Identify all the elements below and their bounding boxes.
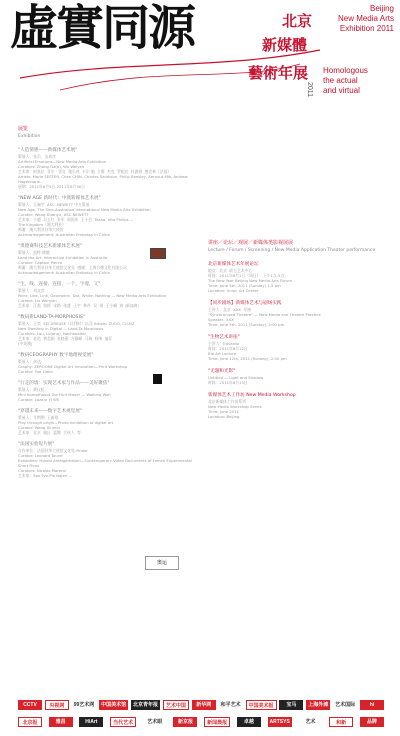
exhibition-entry bbox=[18, 442, 203, 478]
sponsor-logo[interactable]: 艺术中国 bbox=[163, 700, 189, 710]
sponsor-logo[interactable]: ARTSYS bbox=[269, 719, 290, 725]
sponsor-logo[interactable]: 上海外滩 bbox=[308, 702, 329, 708]
english-title bbox=[304, 4, 394, 34]
event-title: "无题和光影" bbox=[208, 369, 236, 374]
event-title: 【同步剧场】新媒体艺术与剧场实践 bbox=[208, 301, 282, 306]
exhibition-details: 策展人：凯特·博德 Lead the Art: Interactive Exhibition in Australia Curator: Captain Pierce 鸣谢：澳大利亚驻华大使馆文化处 感谢：上海方德文化有限公司 Acknowledgement: Australian Embassy in China bbox=[18, 250, 127, 275]
exhibition-title: "法国实验短片展" bbox=[18, 442, 55, 447]
event-entry bbox=[208, 301, 388, 327]
exhibition-entry bbox=[18, 196, 203, 237]
event-entry bbox=[208, 393, 388, 419]
exhibition-title: "生、线、连接、连接、一个，字漫，又" bbox=[18, 282, 101, 287]
thumbnail-caption: 奥运 bbox=[156, 560, 167, 566]
exhibition-entry bbox=[18, 282, 203, 308]
exhibition-title: "人造情感——新媒体艺术展" bbox=[18, 148, 78, 153]
sponsor-logo[interactable]: 99艺术网 bbox=[73, 702, 95, 708]
exhibition-details: 策展人：艾荆荆 王新铭 Play through origin—Photo exhibition of digital art Curator: Wang Xinmin 艺术家：北京 地区 蓝鲸 合伙人 等 bbox=[18, 415, 114, 435]
event-title: "生物艺术讲座" bbox=[208, 335, 240, 340]
exhibitions-column bbox=[18, 126, 203, 485]
sponsor-logo[interactable]: 新京报 bbox=[173, 717, 197, 727]
event-entry bbox=[208, 335, 388, 361]
exhibition-details: 策展人：刘文彦 Point, Line, Link, Geometric, Dot, White, Nothing — New Media Arts Exhibition Curator: Liu Wenyan 艺术家：汪霞 郭桥 宋路 张盛 王宇 林丹 吴 胡 王小娴 鸿 (新加坡) bbox=[18, 288, 167, 308]
exhibition-entry bbox=[18, 148, 203, 189]
sponsor-logo[interactable]: HiArt bbox=[79, 717, 103, 727]
sponsor-logo[interactable]: 和平艺术 bbox=[220, 702, 241, 708]
exhibition-entry bbox=[18, 381, 203, 402]
exhibition-details: 策展人：张尕，吴玮彦 Artificial Emotions—New Media Arts Exhibition Curators: Zhang Ga(o), Wu Weiyen 艺术家：阿莫拉 菲尔 · 雷克 施乐茂 卡尔·施 立斯 杰克 罗根达 杜波顿 德克林（法国） Artists: Marie SESTER, Chen CHIN, Charles Sandison, Philip Beesley, Aernout Mik, Andrew Hagerstone... 展期：2011年6月5日-2011年6月30日 bbox=[18, 154, 188, 189]
sponsor-logo[interactable]: 新闻晨报 bbox=[204, 717, 230, 727]
vertical-year: 2011 bbox=[306, 82, 313, 98]
english-subtitle-line: the actual bbox=[323, 76, 358, 85]
exhibition-details: 策展人：王奕 SECUREUSE（比利时）以及 Artists: ZUOO, CU-NZ New Dwelling in Digital — Land-Ta-Morphosis Curators: Lau, Lu(ong), Nachtwalter 艺术家：老范 黄美娟 张晓燕 方静峰 马瑞 柯纳 迪菲 (中英澳) bbox=[18, 321, 135, 346]
exhibition-details: 策展人：王端宇 ASC NEWETT 中方策展 New Age, The Sino-Australian International New Media Arts Exhibition Curator: Wang Duanyu, ASC NEWETT 艺术家：小鹿 吴玉红 张军 周国庆 王小会 Tasha, Vita Philips ... The Kingdom（澳大利亚） 鸣谢：澳大利亚驻华大使馆 Acknowledgement: Australian Embassy in China bbox=[18, 202, 151, 237]
exhibition-title: "NEW AGE 新时代：中澳新媒体艺术展" bbox=[18, 196, 101, 201]
events-subheading: Lecture / Forum / Screening / New Media Application Theater performance bbox=[208, 248, 376, 253]
sponsor-logo[interactable]: 北京青年报 bbox=[133, 702, 159, 708]
sponsor-logo-row bbox=[18, 700, 384, 713]
sponsor-logo[interactable]: 艺术国际 bbox=[335, 702, 356, 708]
events-heading: 讲座／论坛／观展／新媒体类影视展展 bbox=[208, 240, 294, 246]
english-subtitle-line: and virtual bbox=[323, 86, 360, 95]
sponsor-logo[interactable]: 新华网 bbox=[192, 700, 216, 710]
exhibition-entry bbox=[18, 244, 203, 275]
event-details: Untitled — Light and Shadow 时间：2011年6月15日 bbox=[208, 375, 264, 385]
exhibition-details: 策展人：余达 Graphy: ZEROONE Digital Art Innovation—Print Workshop Curator: Yue Liaim bbox=[18, 359, 128, 374]
exhibition-entry bbox=[18, 409, 203, 435]
exhibition-title: "数码新LAND-TA-MORPHOSIS" bbox=[18, 315, 85, 320]
sponsor-logo[interactable]: 宝马 bbox=[279, 700, 303, 710]
english-subtitle-line: Homologous bbox=[323, 66, 368, 75]
event-details: 地点：北京 联合艺术中心 时间：2011年6月1日（周日） 下午1点-5点 The New Year Beijing New Media Arts Forum Time: June 5th, 2011 (Sunday) 1-5 pm Location: Union Art Center bbox=[208, 268, 293, 293]
new-media-label: 新媒體 bbox=[262, 36, 308, 54]
english-subtitle bbox=[323, 66, 399, 96]
english-title-line: Beijing bbox=[369, 4, 394, 13]
sponsor-logo[interactable]: 艺术 bbox=[299, 717, 323, 727]
event-details: 主讲人：北京 XXX 导演 "Synchronized Theatre" — New Media and Theatre Practice Speaker: XXX Time: June 5th, 2011 (Sunday), 2:00 pm bbox=[208, 307, 321, 327]
event-entry bbox=[208, 369, 388, 385]
sponsor-logo[interactable]: CCTV bbox=[18, 700, 42, 710]
exhibition-title: "穿越未来——数字艺术视觉展" bbox=[18, 409, 82, 414]
english-title-line: Exhibition 2011 bbox=[339, 24, 394, 33]
exhibition-details: 合作单位：法国驻华大使馆文化处-Finale Curator: Leonard Taurel Exhibition: Hybrid Amalgamation—Contemporary Video Documents of French Experimental Short Films Curators: Nicolas Moreno 艺术家：San Fyo-Pin Najerl ... bbox=[18, 448, 192, 478]
chinese-title: 虛實同源 bbox=[10, 0, 195, 56]
exhibition-title: "数码CEOGRAPHY 数字地理视觉展" bbox=[18, 353, 94, 358]
sponsor-logo[interactable]: 卓越 bbox=[237, 717, 261, 727]
sponsor-logo[interactable]: 当代艺术 bbox=[110, 717, 136, 727]
exhibition-thumbnail-image bbox=[145, 556, 179, 570]
exhibition-title: "奥德赛科技艺术新媒体艺术展" bbox=[18, 244, 82, 249]
exhibition-header bbox=[0, 0, 400, 120]
exhibition-thumbnail-image bbox=[153, 374, 162, 384]
sponsor-logos bbox=[18, 700, 384, 730]
exhibition-entry bbox=[18, 353, 203, 374]
sponsor-logo[interactable]: 中国美术馆 bbox=[101, 702, 127, 708]
event-entry bbox=[208, 262, 388, 293]
exhibition-details: 策展人：黄仪虹 Mini Kampfhaupt Die Fünf Mauer — Walking Wall Curator: Lazaro YI WE bbox=[18, 387, 111, 402]
exhibitions-heading: 展览 bbox=[18, 126, 29, 132]
sponsor-logo[interactable]: 品牌 bbox=[360, 717, 384, 727]
sponsor-logo-row bbox=[18, 717, 384, 730]
sponsor-logo[interactable]: 雅昌 bbox=[49, 717, 73, 727]
sponsor-logo[interactable]: 北京报 bbox=[18, 717, 42, 727]
sponsor-logo[interactable]: 中国美术报 bbox=[246, 700, 277, 710]
event-details: 主讲人：Eduardo 时间：2011年6月12日 Bio Art Lecture Time: June 12th, 2011 (Sunday), 2:00 pm bbox=[208, 341, 287, 361]
annual-exhibition-label: 藝術年展 bbox=[248, 64, 309, 82]
exhibition-entry bbox=[18, 315, 203, 346]
english-title-line: New Media Arts bbox=[337, 14, 394, 23]
sponsor-logo[interactable]: 艺术眼 bbox=[143, 717, 167, 727]
sponsor-logo[interactable]: 央视网 bbox=[45, 700, 69, 710]
city-label: 北京 bbox=[282, 12, 313, 30]
events-column bbox=[208, 240, 388, 427]
event-details: 北京新媒体工作坊系列 New Media Workshop Series Time: June 2011 Location: Beijing bbox=[208, 399, 262, 419]
sponsor-logo[interactable]: 和新 bbox=[329, 717, 353, 727]
exhibitions-subheading: Exhibition bbox=[18, 134, 41, 139]
sponsor-logo[interactable]: hi bbox=[360, 700, 384, 710]
event-title: 新媒体艺术工作坊 New Media Workshop bbox=[208, 393, 296, 398]
exhibition-title: "行走的墙：实现艺术家与作品——美好聚焦" bbox=[18, 381, 110, 386]
exhibition-thumbnail-image bbox=[150, 248, 166, 259]
event-title: 北京新媒体艺术年展论坛 bbox=[208, 262, 259, 267]
